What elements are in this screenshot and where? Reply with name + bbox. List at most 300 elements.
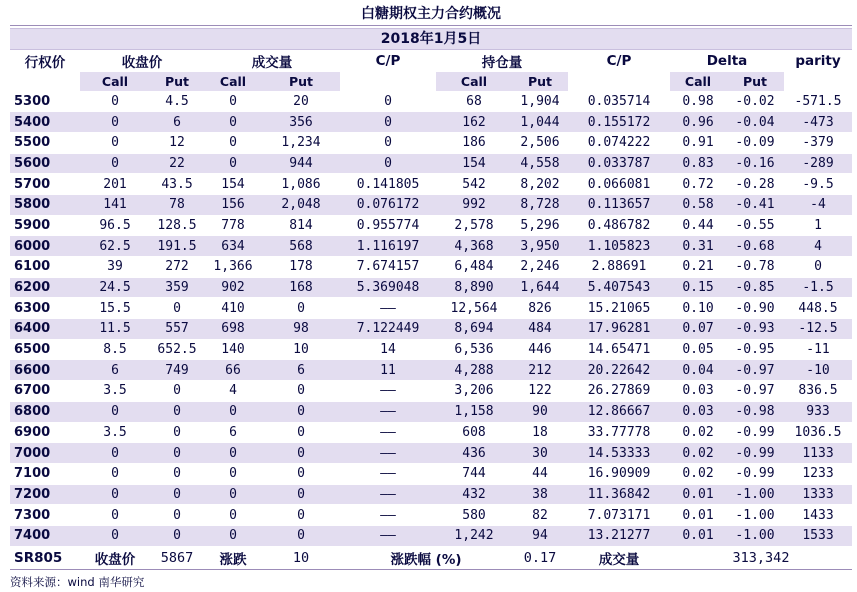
cell-delta-put: -0.98 [726, 401, 784, 422]
cell-delta-put: -0.90 [726, 298, 784, 319]
cell-cp-oi: 1.105823 [568, 236, 670, 257]
subheader-close-call: Call [80, 72, 150, 91]
cell-delta-call: 0.02 [670, 422, 726, 443]
cell-cp-volume: 7.122449 [340, 319, 436, 340]
cell-oi-call: 744 [436, 463, 512, 484]
cell-cp-volume: 11 [340, 360, 436, 381]
cell-cp-volume: 5.369048 [340, 277, 436, 298]
cell-close-put: 0 [150, 298, 204, 319]
table-row [10, 215, 852, 236]
cell-close-put: 272 [150, 257, 204, 278]
cell-oi-put: 446 [512, 339, 568, 360]
subheader-delta-put: Put [726, 72, 784, 91]
table-row [10, 525, 852, 546]
cell-oi-put: 1,044 [512, 112, 568, 133]
cell-parity: -4 [784, 194, 852, 215]
cell-close-call: 141 [80, 194, 150, 215]
cell-close-put: 191.5 [150, 236, 204, 257]
cell-delta-call: 0.31 [670, 236, 726, 257]
cell-delta-put: -1.00 [726, 505, 784, 526]
cell-delta-call: 0.15 [670, 277, 726, 298]
cell-close-put: 78 [150, 194, 204, 215]
cell-volume-put: 944 [262, 153, 340, 174]
cell-cp-volume: —— [340, 525, 436, 546]
cell-cp-volume: 0 [340, 132, 436, 153]
cell-cp-oi: 17.96281 [568, 319, 670, 340]
cell-delta-call: 0.10 [670, 298, 726, 319]
source-note: 资料来源：wind 南华研究 [10, 575, 145, 589]
cell-delta-put: -0.68 [726, 236, 784, 257]
cell-delta-put: -0.95 [726, 339, 784, 360]
change-pct-label: 涨跌幅 (%) [340, 546, 512, 569]
cell-volume-put: 0 [262, 484, 340, 505]
cell-parity: 4 [784, 236, 852, 257]
cell-close-call: 0 [80, 463, 150, 484]
cell-volume-put: 0 [262, 525, 340, 546]
cell-close-call: 11.5 [80, 319, 150, 340]
table-row [10, 505, 852, 526]
cell-volume-put: 98 [262, 319, 340, 340]
cell-oi-call: 1,158 [436, 401, 512, 422]
cell-volume-put: 0 [262, 463, 340, 484]
header-volume: 成交量 [251, 55, 293, 71]
cell-oi-call: 8,694 [436, 319, 512, 340]
cell-parity: 836.5 [784, 381, 852, 402]
cell-close-call: 0 [80, 153, 150, 174]
cell-volume-call: 902 [204, 277, 262, 298]
cell-volume-call: 154 [204, 174, 262, 195]
cell-close-call: 3.5 [80, 381, 150, 402]
header-delta: Delta [706, 53, 748, 69]
cell-delta-call: 0.07 [670, 319, 726, 340]
cell-volume-call: 410 [204, 298, 262, 319]
cell-oi-put: 122 [512, 381, 568, 402]
summary-row [10, 546, 852, 569]
cell-strike: 6400 [10, 319, 80, 340]
table-row [10, 422, 852, 443]
cell-volume-put: 20 [262, 91, 340, 112]
cell-volume-put: 0 [262, 298, 340, 319]
cell-oi-call: 186 [436, 132, 512, 153]
cell-oi-call: 154 [436, 153, 512, 174]
cell-delta-put: -0.55 [726, 215, 784, 236]
cell-close-call: 0 [80, 401, 150, 422]
cell-volume-put: 568 [262, 236, 340, 257]
cell-cp-oi: 14.65471 [568, 339, 670, 360]
cell-cp-oi: 5.407543 [568, 277, 670, 298]
cell-volume-put: 10 [262, 339, 340, 360]
cell-delta-call: 0.98 [670, 91, 726, 112]
cell-delta-call: 0.96 [670, 112, 726, 133]
cell-volume-call: 0 [204, 153, 262, 174]
cell-oi-put: 8,202 [512, 174, 568, 195]
cell-cp-volume: —— [340, 298, 436, 319]
cell-parity: -473 [784, 112, 852, 133]
cell-close-put: 128.5 [150, 215, 204, 236]
table-row [10, 112, 852, 133]
cell-volume-call: 0 [204, 463, 262, 484]
cell-delta-put: -0.99 [726, 443, 784, 464]
cell-delta-call: 0.04 [670, 360, 726, 381]
cell-volume-call: 0 [204, 132, 262, 153]
cell-oi-put: 3,950 [512, 236, 568, 257]
cell-strike: 5700 [10, 174, 80, 195]
cell-cp-oi: 0.066081 [568, 174, 670, 195]
cell-close-call: 24.5 [80, 277, 150, 298]
cell-strike: 7300 [10, 505, 80, 526]
cell-volume-call: 156 [204, 194, 262, 215]
header-cp-volume: C/P [375, 53, 401, 69]
cell-oi-call: 6,536 [436, 339, 512, 360]
cell-delta-put: -0.85 [726, 277, 784, 298]
cell-close-put: 43.5 [150, 174, 204, 195]
cell-parity: 933 [784, 401, 852, 422]
cell-volume-call: 1,366 [204, 257, 262, 278]
cell-parity: -379 [784, 132, 852, 153]
cell-oi-put: 2,246 [512, 257, 568, 278]
close-value: 5867 [150, 546, 204, 569]
cell-cp-oi: 13.21277 [568, 525, 670, 546]
cell-cp-volume: —— [340, 401, 436, 422]
cell-strike: 5900 [10, 215, 80, 236]
subheader-oi-put: Put [512, 72, 568, 91]
cell-oi-call: 6,484 [436, 257, 512, 278]
cell-volume-call: 0 [204, 112, 262, 133]
cell-close-call: 0 [80, 505, 150, 526]
cell-volume-call: 0 [204, 505, 262, 526]
cell-oi-put: 82 [512, 505, 568, 526]
header-close: 收盘价 [121, 55, 163, 71]
table-row [10, 236, 852, 257]
table-row [10, 277, 852, 298]
cell-volume-put: 0 [262, 505, 340, 526]
cell-close-call: 0 [80, 112, 150, 133]
cell-parity: -289 [784, 153, 852, 174]
cell-volume-put: 0 [262, 381, 340, 402]
cell-oi-put: 1,644 [512, 277, 568, 298]
cell-delta-put: -1.00 [726, 484, 784, 505]
cell-delta-call: 0.83 [670, 153, 726, 174]
volume-value: 313,342 [670, 546, 852, 569]
cell-parity: 1333 [784, 484, 852, 505]
cell-delta-call: 0.02 [670, 463, 726, 484]
cell-strike: 6100 [10, 257, 80, 278]
cell-oi-put: 826 [512, 298, 568, 319]
cell-volume-call: 0 [204, 91, 262, 112]
cell-cp-oi: 0.035714 [568, 91, 670, 112]
cell-delta-put: -0.04 [726, 112, 784, 133]
cell-cp-oi: 14.53333 [568, 443, 670, 464]
cell-delta-call: 0.02 [670, 443, 726, 464]
cell-strike: 6200 [10, 277, 80, 298]
cell-oi-put: 30 [512, 443, 568, 464]
cell-cp-volume: 0 [340, 91, 436, 112]
cell-volume-put: 0 [262, 422, 340, 443]
cell-volume-put: 178 [262, 257, 340, 278]
cell-cp-volume: —— [340, 381, 436, 402]
cell-close-put: 749 [150, 360, 204, 381]
cell-close-put: 0 [150, 443, 204, 464]
cell-oi-put: 484 [512, 319, 568, 340]
cell-delta-put: -0.99 [726, 422, 784, 443]
cell-cp-volume: 0.141805 [340, 174, 436, 195]
cell-close-put: 0 [150, 422, 204, 443]
cell-cp-volume: 0 [340, 112, 436, 133]
table-row [10, 319, 852, 340]
cell-delta-call: 0.03 [670, 381, 726, 402]
cell-strike: 7200 [10, 484, 80, 505]
cell-close-call: 39 [80, 257, 150, 278]
cell-oi-call: 4,368 [436, 236, 512, 257]
cell-delta-call: 0.01 [670, 505, 726, 526]
cell-close-call: 0 [80, 525, 150, 546]
cell-oi-put: 4,558 [512, 153, 568, 174]
change-pct-value: 0.17 [512, 546, 568, 569]
cell-volume-put: 0 [262, 443, 340, 464]
cell-oi-call: 542 [436, 174, 512, 195]
cell-close-call: 62.5 [80, 236, 150, 257]
cell-oi-put: 8,728 [512, 194, 568, 215]
cell-close-call: 0 [80, 443, 150, 464]
cell-volume-call: 0 [204, 484, 262, 505]
cell-cp-oi: 15.21065 [568, 298, 670, 319]
cell-cp-oi: 16.90909 [568, 463, 670, 484]
cell-volume-put: 1,086 [262, 174, 340, 195]
cell-cp-oi: 0.486782 [568, 215, 670, 236]
table-row [10, 132, 852, 153]
contract-code: SR805 [10, 546, 80, 569]
cell-strike: 7100 [10, 463, 80, 484]
cell-volume-call: 66 [204, 360, 262, 381]
cell-delta-put: -0.02 [726, 91, 784, 112]
subheader-volume-put: Put [262, 72, 340, 91]
table-title: 白糖期权主力合约概况 [10, 4, 852, 26]
cell-close-put: 6 [150, 112, 204, 133]
cell-close-put: 0 [150, 463, 204, 484]
cell-strike: 7400 [10, 525, 80, 546]
table-row [10, 194, 852, 215]
cell-parity: 1433 [784, 505, 852, 526]
header-strike: 行权价 [24, 55, 66, 71]
cell-delta-call: 0.03 [670, 401, 726, 422]
table-row [10, 339, 852, 360]
cell-oi-call: 432 [436, 484, 512, 505]
cell-delta-put: -0.93 [726, 319, 784, 340]
cell-close-put: 0 [150, 505, 204, 526]
cell-volume-put: 814 [262, 215, 340, 236]
cell-delta-call: 0.01 [670, 484, 726, 505]
cell-delta-call: 0.58 [670, 194, 726, 215]
table-row [10, 174, 852, 195]
cell-parity: -11 [784, 339, 852, 360]
cell-cp-oi: 2.88691 [568, 257, 670, 278]
table-row [10, 381, 852, 402]
close-label: 收盘价 [80, 546, 150, 569]
cell-cp-volume: —— [340, 422, 436, 443]
cell-parity: 1233 [784, 463, 852, 484]
cell-delta-call: 0.05 [670, 339, 726, 360]
cell-delta-put: -0.97 [726, 360, 784, 381]
cell-cp-oi: 0.113657 [568, 194, 670, 215]
cell-cp-volume: —— [340, 505, 436, 526]
cell-volume-put: 168 [262, 277, 340, 298]
cell-oi-call: 68 [436, 91, 512, 112]
cell-strike: 6700 [10, 381, 80, 402]
cell-close-call: 8.5 [80, 339, 150, 360]
cell-oi-put: 2,506 [512, 132, 568, 153]
cell-close-put: 652.5 [150, 339, 204, 360]
cell-strike: 5800 [10, 194, 80, 215]
cell-close-put: 0 [150, 381, 204, 402]
subheader-oi-call: Call [436, 72, 512, 91]
cell-strike: 6000 [10, 236, 80, 257]
cell-cp-volume: 0 [340, 153, 436, 174]
cell-close-call: 201 [80, 174, 150, 195]
cell-oi-call: 436 [436, 443, 512, 464]
cell-strike: 5500 [10, 132, 80, 153]
header-cp-oi: C/P [606, 53, 632, 69]
cell-strike: 6900 [10, 422, 80, 443]
cell-volume-call: 4 [204, 381, 262, 402]
cell-delta-call: 0.44 [670, 215, 726, 236]
cell-parity: 448.5 [784, 298, 852, 319]
cell-cp-volume: —— [340, 463, 436, 484]
cell-strike: 5400 [10, 112, 80, 133]
cell-parity: 1036.5 [784, 422, 852, 443]
cell-oi-call: 162 [436, 112, 512, 133]
table-body [10, 91, 852, 546]
cell-close-call: 3.5 [80, 422, 150, 443]
cell-parity: -10 [784, 360, 852, 381]
cell-cp-oi: 0.074222 [568, 132, 670, 153]
cell-close-call: 96.5 [80, 215, 150, 236]
change-label: 涨跌 [204, 546, 262, 569]
cell-delta-put: -0.41 [726, 194, 784, 215]
cell-oi-call: 1,242 [436, 525, 512, 546]
cell-oi-call: 8,890 [436, 277, 512, 298]
cell-delta-put: -0.78 [726, 257, 784, 278]
cell-cp-oi: 7.073171 [568, 505, 670, 526]
cell-cp-volume: 0.955774 [340, 215, 436, 236]
cell-close-put: 4.5 [150, 91, 204, 112]
cell-close-put: 359 [150, 277, 204, 298]
cell-close-call: 0 [80, 91, 150, 112]
cell-cp-volume: —— [340, 443, 436, 464]
cell-close-put: 0 [150, 484, 204, 505]
cell-strike: 5600 [10, 153, 80, 174]
cell-oi-put: 1,904 [512, 91, 568, 112]
cell-close-put: 12 [150, 132, 204, 153]
cell-parity: -571.5 [784, 91, 852, 112]
cell-close-put: 0 [150, 525, 204, 546]
table-row [10, 443, 852, 464]
table-row [10, 360, 852, 381]
cell-volume-call: 140 [204, 339, 262, 360]
cell-close-call: 0 [80, 484, 150, 505]
cell-cp-oi: 20.22642 [568, 360, 670, 381]
cell-cp-oi: 33.77778 [568, 422, 670, 443]
cell-volume-call: 634 [204, 236, 262, 257]
cell-parity: -9.5 [784, 174, 852, 195]
cell-cp-volume: 0.076172 [340, 194, 436, 215]
cell-oi-put: 94 [512, 525, 568, 546]
subheader-close-put: Put [150, 72, 204, 91]
cell-cp-volume: —— [340, 484, 436, 505]
cell-parity: 1 [784, 215, 852, 236]
cell-oi-put: 18 [512, 422, 568, 443]
cell-delta-call: 0.91 [670, 132, 726, 153]
cell-delta-put: -0.09 [726, 132, 784, 153]
cell-close-call: 0 [80, 132, 150, 153]
table-row [10, 153, 852, 174]
cell-oi-call: 992 [436, 194, 512, 215]
cell-parity: -1.5 [784, 277, 852, 298]
cell-volume-call: 0 [204, 443, 262, 464]
cell-cp-volume: 1.116197 [340, 236, 436, 257]
cell-strike: 7000 [10, 443, 80, 464]
cell-oi-put: 38 [512, 484, 568, 505]
cell-oi-call: 12,564 [436, 298, 512, 319]
subheader-delta-call: Call [670, 72, 726, 91]
change-value: 10 [262, 546, 340, 569]
cell-volume-call: 0 [204, 525, 262, 546]
cell-volume-put: 0 [262, 401, 340, 422]
volume-label: 成交量 [568, 546, 670, 569]
cell-oi-call: 608 [436, 422, 512, 443]
cell-close-call: 6 [80, 360, 150, 381]
cell-cp-oi: 0.033787 [568, 153, 670, 174]
cell-close-put: 22 [150, 153, 204, 174]
cell-strike: 6800 [10, 401, 80, 422]
cell-delta-call: 0.72 [670, 174, 726, 195]
cell-close-call: 15.5 [80, 298, 150, 319]
cell-cp-oi: 26.27869 [568, 381, 670, 402]
cell-oi-put: 44 [512, 463, 568, 484]
header-parity: parity [795, 53, 841, 69]
cell-parity: 1533 [784, 525, 852, 546]
cell-volume-put: 1,234 [262, 132, 340, 153]
cell-strike: 6600 [10, 360, 80, 381]
table-row [10, 401, 852, 422]
cell-volume-call: 698 [204, 319, 262, 340]
cell-volume-put: 2,048 [262, 194, 340, 215]
cell-volume-call: 0 [204, 401, 262, 422]
cell-oi-call: 2,578 [436, 215, 512, 236]
cell-oi-put: 212 [512, 360, 568, 381]
cell-oi-put: 5,296 [512, 215, 568, 236]
table-row [10, 257, 852, 278]
table-row [10, 484, 852, 505]
options-table [10, 50, 852, 570]
cell-delta-put: -0.97 [726, 381, 784, 402]
cell-strike: 6500 [10, 339, 80, 360]
cell-delta-put: -1.00 [726, 525, 784, 546]
cell-oi-call: 4,288 [436, 360, 512, 381]
options-summary-panel [10, 4, 852, 570]
cell-cp-oi: 12.86667 [568, 401, 670, 422]
cell-delta-put: -0.99 [726, 463, 784, 484]
cell-oi-call: 580 [436, 505, 512, 526]
cell-parity: 0 [784, 257, 852, 278]
cell-oi-call: 3,206 [436, 381, 512, 402]
cell-close-put: 557 [150, 319, 204, 340]
table-row [10, 463, 852, 484]
cell-parity: -12.5 [784, 319, 852, 340]
cell-volume-call: 778 [204, 215, 262, 236]
table-row [10, 298, 852, 319]
header-open-interest: 持仓量 [481, 55, 523, 71]
table-row [10, 91, 852, 112]
